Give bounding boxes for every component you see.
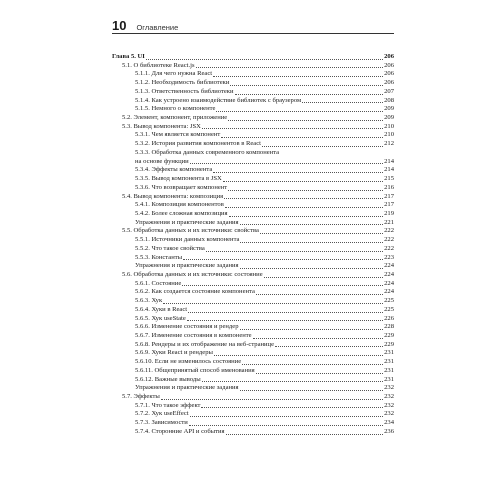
toc-subsection-entry <box>112 262 394 271</box>
toc-entry-title: 5.1.3. Ответственность библиотеки <box>135 87 234 95</box>
running-head: Оглавление <box>136 23 179 32</box>
toc-subsection-entry <box>112 70 394 79</box>
toc-subsection-entry <box>112 140 394 149</box>
toc-subsection-entry <box>112 402 394 411</box>
toc-entry-page: 236 <box>384 427 394 435</box>
toc-entry-title: 5.3.6. Что возвращает компонент <box>135 183 228 191</box>
dot-leader <box>190 163 383 164</box>
toc-subsection-entry <box>112 201 394 210</box>
toc-entry-title: 5.6.10. Если не изменилось состояние <box>135 358 242 366</box>
toc-entry-title: 5.5.1. Источники данных компонента <box>135 236 240 244</box>
dot-leader <box>202 128 383 129</box>
dot-leader <box>161 399 383 400</box>
toc-entry-title: 5.6.11. Общепринятый способ именования <box>135 366 255 374</box>
dot-leader <box>240 329 384 330</box>
dot-leader <box>213 76 383 77</box>
toc-entry-title: 5.7. Эффекты <box>122 393 160 401</box>
toc-entry-title: 5.6.3. Хук <box>135 297 163 305</box>
toc-entry-page: 215 <box>384 175 394 183</box>
toc-entry-page: 231 <box>384 358 394 366</box>
toc-entry-page: 209 <box>384 114 394 122</box>
toc-entry-title: 5.1.4. Как устроено взаимодействие библиотек с браузером <box>135 96 302 104</box>
toc-entry-title: 5.6.9. Хуки React и рендеры <box>135 349 213 357</box>
toc-entry-page: 232 <box>384 410 394 418</box>
dot-leader <box>275 346 383 347</box>
toc-entry-page: 225 <box>384 305 394 313</box>
toc-entry-page: 234 <box>384 419 394 427</box>
toc-entry-title: 5.5.3. Константы <box>135 253 183 261</box>
toc-subsection-entry <box>112 384 394 393</box>
toc-subsection-entry <box>112 254 394 263</box>
toc-entry-title: 5.6.4. Хуки в React <box>135 305 188 313</box>
toc-entry-page: 206 <box>384 61 394 69</box>
dot-leader <box>225 207 383 208</box>
toc-subsection-entry <box>112 105 394 114</box>
toc-subsection-entry <box>112 323 394 332</box>
toc-subsection-entry <box>112 236 394 245</box>
toc-entry-title: 5.2. Элемент, компонент, приложение <box>122 114 228 122</box>
toc-subsection-entry <box>112 419 394 428</box>
toc-subsection-entry <box>112 376 394 385</box>
toc-entry-title: 5.6.7. Изменение состояния в компоненте <box>135 332 252 339</box>
toc-entry-title: Упражнения и практические задания <box>135 262 239 270</box>
toc-section-entry <box>112 62 394 71</box>
toc-entry-page: 231 <box>384 375 394 383</box>
toc-entry-page: 222 <box>384 236 394 244</box>
dot-leader <box>264 277 383 278</box>
dot-leader <box>240 268 384 269</box>
toc-entry-page: 231 <box>384 366 394 374</box>
toc-entry-title: 5.5.2. Что такое свойства <box>135 244 205 252</box>
dot-leader <box>230 85 383 86</box>
toc-entry-page: 221 <box>384 218 394 226</box>
toc-entry-page: 223 <box>384 253 394 261</box>
toc-entry-page: 217 <box>384 201 394 209</box>
toc-entry-page: 222 <box>384 244 394 252</box>
toc-entry-title: 5.3.5. Вывод компонента в JSX <box>135 175 222 183</box>
dot-leader <box>256 294 383 295</box>
toc-entry-title: 5.1.1. Для чего нужна React <box>135 70 213 78</box>
toc-subsection-entry <box>112 349 394 358</box>
toc-entry-page: 226 <box>384 314 394 322</box>
page-number: 10 <box>112 18 127 33</box>
toc-entry-page: 224 <box>384 270 394 278</box>
dot-leader <box>206 251 383 252</box>
toc-subsection-entry <box>112 166 394 175</box>
toc-entry-page: 224 <box>384 279 394 287</box>
dot-leader <box>235 94 384 95</box>
dot-leader <box>226 434 384 435</box>
toc-entry-page: 228 <box>384 323 394 331</box>
dot-leader <box>213 172 383 173</box>
toc-entry-page: 216 <box>384 183 394 191</box>
toc-subsection-entry <box>112 149 394 158</box>
toc-entry-title: 5.6. Обработка данных и их источники: состояние <box>122 270 263 278</box>
dot-leader <box>240 242 383 243</box>
toc-entry-page: 224 <box>384 288 394 296</box>
dot-leader <box>228 120 383 121</box>
toc-entry-page: 229 <box>384 340 394 348</box>
toc-subsection-entry <box>112 280 394 289</box>
toc-entry-title: 5.1.2. Необходимость библиотеки <box>135 79 230 87</box>
toc-section-entry <box>112 393 394 402</box>
toc-section-entry <box>112 123 394 132</box>
toc-entry-title: Упражнения и практические задания <box>135 384 239 392</box>
dot-leader <box>188 312 383 313</box>
toc-entry-title: 5.3.2. История развития компонентов в React <box>135 140 261 148</box>
dot-leader <box>253 338 384 339</box>
toc-entry-page: 232 <box>384 384 394 392</box>
toc-entry-page: 232 <box>384 393 394 401</box>
toc-subsection-entry <box>112 175 394 184</box>
toc-subsection-entry <box>112 358 394 367</box>
dot-leader <box>262 146 383 147</box>
toc-entry-page: 210 <box>384 122 394 130</box>
dot-leader <box>242 364 383 365</box>
dot-leader <box>182 285 383 286</box>
toc-entry-page: 212 <box>384 140 394 148</box>
dot-leader <box>189 425 383 426</box>
dot-leader <box>146 59 383 60</box>
toc-entry-title: 5.7.1. Что такое эффект <box>135 401 201 409</box>
toc-subsection-entry <box>112 288 394 297</box>
toc-entry-page: 219 <box>384 209 394 217</box>
dot-leader <box>240 224 384 225</box>
toc-entry-title: 5.4.1. Композиция компонентов <box>135 201 224 209</box>
dot-leader <box>229 216 384 217</box>
toc-entry-title: 5.1. О библиотеке React.js <box>122 61 195 69</box>
page-header <box>112 17 394 34</box>
toc-entry-page: 207 <box>384 87 394 95</box>
dot-leader <box>224 198 383 199</box>
toc-subsection-entry <box>112 158 394 167</box>
toc-subsection-entry <box>112 245 394 254</box>
toc-subsection-entry <box>112 297 394 306</box>
dot-leader <box>214 355 383 356</box>
toc-entry-title: 5.3.4. Эффекты компонента <box>135 166 213 174</box>
toc-entry-page: 222 <box>384 227 394 235</box>
toc-entry-title: 5.4.2. Более сложная композиция <box>135 209 228 217</box>
toc-entry-page: 206 <box>384 53 394 60</box>
toc-entry-page: 206 <box>384 79 394 87</box>
toc-entry-title: на основе функции <box>135 157 189 165</box>
toc-subsection-entry <box>112 428 394 437</box>
toc-entry-title: 5.6.1. Состояние <box>135 279 182 287</box>
dot-leader <box>190 416 384 417</box>
toc-entry-page: 224 <box>384 262 394 270</box>
toc-entry-page: 217 <box>384 192 394 200</box>
toc-entry-title: Глава 5. UI <box>112 53 145 60</box>
toc-section-entry <box>112 227 394 236</box>
toc-entry-title: 5.3.3. Обработка данных современного компонента <box>135 148 280 156</box>
toc-entry-title: 5.3.1. Чем является компонент <box>135 131 221 139</box>
toc-subsection-entry <box>112 410 394 419</box>
toc-subsection-entry <box>112 210 394 219</box>
dot-leader <box>183 259 383 260</box>
toc-entry-title: 5.6.12. Важные выводы <box>135 375 201 383</box>
toc-entry-title: 5.7.3. Зависимости <box>135 419 188 427</box>
dot-leader <box>221 137 383 138</box>
toc-entry-page: 229 <box>384 332 394 339</box>
toc-subsection-entry <box>112 97 394 106</box>
toc-entry-page: 208 <box>384 96 394 104</box>
toc-entry-title: 5.6.8. Рендеры и их отображение на веб-странице <box>135 340 275 348</box>
dot-leader <box>223 181 383 182</box>
toc-subsection-entry <box>112 131 394 140</box>
toc-subsection-entry <box>112 341 394 350</box>
toc-entry-page: 210 <box>384 131 394 139</box>
toc-entry-title: 5.6.6. Изменение состояния и рендер <box>135 323 239 331</box>
toc-subsection-entry <box>112 79 394 88</box>
dot-leader <box>302 102 383 103</box>
toc-entry-page: 214 <box>384 157 394 165</box>
dot-leader <box>201 407 383 408</box>
toc-entry-page: 232 <box>384 401 394 409</box>
dot-leader <box>256 373 383 374</box>
dot-leader <box>202 381 383 382</box>
dot-leader <box>187 320 383 321</box>
dot-leader <box>216 111 383 112</box>
toc-entry-title: Упражнения и практические задания <box>135 218 239 226</box>
toc-entry-page: 231 <box>384 349 394 357</box>
dot-leader <box>196 67 384 68</box>
dot-leader <box>228 190 383 191</box>
toc-entry-page: 206 <box>384 70 394 78</box>
toc-section-entry <box>112 114 394 123</box>
toc-entry-title: 5.1.5. Немного о компоненте <box>135 105 216 113</box>
toc-entry-page: 225 <box>384 297 394 305</box>
table-of-contents <box>112 53 394 437</box>
toc-entry-title: 5.6.5. Хук useState <box>135 314 186 322</box>
toc-entry-title: 5.7.4. Сторонние API и события <box>135 427 225 435</box>
dot-leader <box>163 303 383 304</box>
toc-section-entry <box>112 271 394 280</box>
toc-subsection-entry <box>112 332 394 341</box>
toc-entry-title: 5.3. Вывод компонента: JSX <box>122 122 201 130</box>
toc-section-entry <box>112 193 394 202</box>
toc-entry-title: 5.6.2. Как создается состояние компонента <box>135 288 255 296</box>
dot-leader <box>260 233 383 234</box>
toc-subsection-entry <box>112 306 394 315</box>
toc-entry-title: 5.4. Вывод компонента: композиция <box>122 192 224 200</box>
toc-entry-title: 5.7.2. Хук useEffect <box>135 410 189 418</box>
dot-leader <box>240 390 384 391</box>
toc-subsection-entry <box>112 184 394 193</box>
toc-subsection-entry <box>112 315 394 324</box>
toc-entry-title: 5.5. Обработка данных и их источники: свойства <box>122 227 259 235</box>
toc-subsection-entry <box>112 219 394 228</box>
toc-subsection-entry <box>112 88 394 97</box>
toc-chapter-entry <box>112 53 394 62</box>
toc-entry-page: 214 <box>384 166 394 174</box>
toc-entry-page: 209 <box>384 105 394 113</box>
toc-subsection-entry <box>112 367 394 376</box>
